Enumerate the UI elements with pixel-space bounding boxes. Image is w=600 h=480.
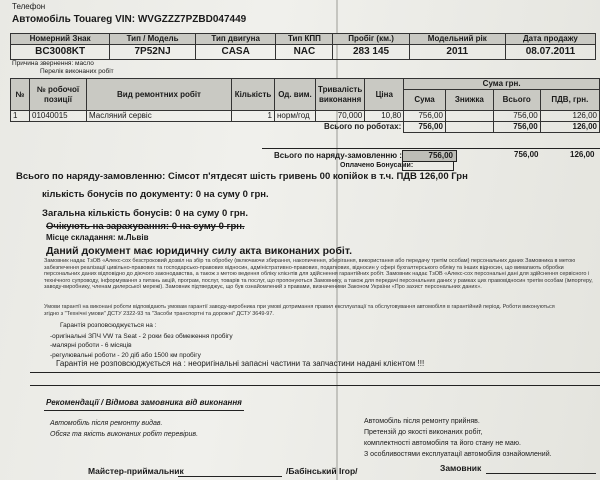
works-total-label: Всього по роботах: xyxy=(324,122,402,132)
car-header-year: Модельний рік xyxy=(409,34,505,45)
works-label: Перелік виконаних робіт xyxy=(40,68,114,75)
works-total-vat: 126,00 xyxy=(540,122,599,133)
works-header-unit: Од. вим. xyxy=(275,79,316,111)
warranty-item-adjust: -регулювальні роботи - 20 діб або 1500 км пробігу xyxy=(50,352,201,359)
works-total-total: 756,00 xyxy=(493,122,540,133)
works-header-sum-group: Сума грн. xyxy=(404,79,600,90)
handover-line-1: Автомобіль після ремонту видав. xyxy=(50,420,163,427)
works-header-sum: Сума xyxy=(404,90,446,111)
master-name: /Бабінський Ігор/ xyxy=(286,466,358,476)
summary-text: Всього по наряду-замовленню: Сімсот п'ятдесят шість гривень 00 копійок в т.ч. ПДВ 126,00 Грн xyxy=(16,171,468,182)
paper-fold xyxy=(336,0,338,480)
car-value-engine: CASA xyxy=(195,45,275,60)
car-header-engine: Тип двигуна xyxy=(195,34,275,45)
car-title: Автомобіль Touareg VIN: WVGZZZ7PZBD047449 xyxy=(12,14,247,25)
works-header-vat: ПДВ, грн. xyxy=(540,90,599,111)
works-row xyxy=(11,111,600,122)
order-total-vat: 126,00 xyxy=(570,150,595,159)
separator-line-2 xyxy=(30,385,600,386)
car-value-mileage: 283 145 xyxy=(333,45,409,60)
handover-line-2: Обсяг та якість виконаних робіт перевірив. xyxy=(50,431,199,438)
car-value-gearbox: NAC xyxy=(276,45,333,60)
car-header-mileage: Пробіг (км.) xyxy=(333,34,409,45)
works-cell-vat: 126,00 xyxy=(540,111,599,122)
works-header-duration: Тривалість виконання xyxy=(316,79,365,111)
works-header-row1 xyxy=(11,79,600,90)
car-value-year: 2011 xyxy=(409,45,505,60)
works-header-num: № xyxy=(11,79,30,111)
car-header-gearbox: Тип КПП xyxy=(276,34,333,45)
works-total-discount xyxy=(445,122,493,133)
acceptance-line-1: Автомобіль після ремонту прийняв. xyxy=(364,418,480,425)
works-header-total: Всього xyxy=(493,90,540,111)
works-header-price: Ціна xyxy=(365,79,404,111)
phone-label: Телефон xyxy=(12,2,46,11)
separator-line-1 xyxy=(30,372,600,373)
warranty-item-paint: -малярні роботи - 6 місяців xyxy=(50,342,132,349)
car-info-table xyxy=(10,33,596,60)
order-total-total: 756,00 xyxy=(514,150,539,159)
customer-label: Замовник xyxy=(440,463,482,473)
works-cell-name: Масляний сервіс xyxy=(87,111,232,122)
consent-text: Замовник надає ТзОВ «Алекс-сох безстроковий дозвіл на збір та обробку (включаючи збирання, накопичення, зберігання, використання або передачу третім особам) персональних даних Замовника в метою забезпечення реалізації цивільно-правових та господарсько-правових відносин, адміністративно-правових, податкових, відносин у сфері бухгалтерського обліку та інших відносин, що вимагають обробки персональних даних відповідно до діючого законодавства, а також з метою ведення обліку клієнтів для здійснення гарантійних робіт. Замовник надає ТзОВ «Алекс-сох персональні дані для здійснення сервісного і технічного супроводу, інформування з питань акцій, програм, послуг, товарів та послуг, що пропонуються Замовнику, а також для передачі персональних даних у рамках цих правовідносин третім особам (імпортеру, заводу-виробнику, членам дилерської мережі). Замовник підтверджує, що був ознайомлений з правами, визначеними Законом України «Про захист персональних даних». xyxy=(44,258,593,290)
acceptance-line-3: комплектності автомобіля та його стану не маю. xyxy=(364,440,521,447)
legal-power-text: Даний документ має юридичну силу акта виконаних робіт. xyxy=(46,245,352,257)
works-header-qty: Кількість xyxy=(232,79,275,111)
works-table xyxy=(10,78,600,133)
car-value-plate: BC3008KT xyxy=(11,45,110,60)
works-header-discount: Знижка xyxy=(445,90,493,111)
warranty-exclusion: Гарантія не розповсюджується на : неоригінальні запасні частини та запчастини надані клієнтом !!! xyxy=(56,359,425,368)
car-info-header xyxy=(11,34,596,45)
works-cell-discount xyxy=(445,111,493,122)
warranty-item-parts: -оригінальні ЗПЧ VW та Seat - 2 роки без обмеження пробігу xyxy=(50,333,233,340)
car-header-sale-date: Дата продажу xyxy=(505,34,595,45)
works-cell-code: 01040015 xyxy=(30,111,87,122)
car-info-values xyxy=(11,45,596,60)
works-header-code: № робочої позиції xyxy=(30,79,87,111)
works-total-row xyxy=(11,122,600,133)
master-label: Майстер-приймальник xyxy=(88,466,184,476)
master-signature-line xyxy=(178,476,282,477)
paid-bonus-value xyxy=(402,161,454,171)
works-cell-num: 1 xyxy=(11,111,30,122)
bonus-expected: Очікують на зарахування: 0 на суму 0 грн. xyxy=(46,221,245,232)
works-cell-unit: норм/год xyxy=(275,111,316,122)
works-cell-duration: 70,000 xyxy=(316,111,365,122)
works-cell-qty: 1 xyxy=(232,111,275,122)
paid-bonus-label: Оплачено Бонусами: xyxy=(340,162,414,169)
car-header-plate: Номерний Знак xyxy=(11,34,110,45)
works-total-sum: 756,00 xyxy=(404,122,446,133)
car-value-sale-date: 08.07.2011 xyxy=(505,45,595,60)
works-header-name: Вид ремонтних робіт xyxy=(87,79,232,111)
works-cell-sum: 756,00 xyxy=(404,111,446,122)
acceptance-line-2: Претензій до якості виконаних робіт, xyxy=(364,429,483,436)
warranty-heading: Гарантія розповсюджується на : xyxy=(60,322,157,329)
bonus-total: Загальна кількість бонусів: 0 на суму 0 грн. xyxy=(42,208,249,219)
bonus-doc: кількість бонусів по документу: 0 на суму 0 грн. xyxy=(42,189,269,200)
place-label: Місце складання: м.Львів xyxy=(46,233,149,242)
car-value-model: 7P52NJ xyxy=(110,45,196,60)
order-total-label: Всього по наряду-замовленню : xyxy=(274,151,402,160)
recommend-underline xyxy=(44,410,244,411)
car-header-model: Тип / Модель xyxy=(110,34,196,45)
warranty-conditions: Умови гарантії на виконані роботи відповідають умовам гарантії заводу-виробника при умові дотримання правил експлуатації та обслуговування автомобіля в гарантійний період. Роботи виконуються згідно з "Технічні умови" ДСТУ 2322-93 та "Засоби транспортні та дорожні" ДСТУ 3649-97. xyxy=(44,304,555,317)
order-total-sum: 756,00 xyxy=(402,150,457,162)
acceptance-line-4: З особливостями експлуатації автомобіля ознайомлений. xyxy=(364,451,552,458)
reason-label: Причина звернення: масло xyxy=(12,60,94,67)
works-cell-price: 10,80 xyxy=(365,111,404,122)
works-cell-total: 756,00 xyxy=(493,111,540,122)
order-total-rule xyxy=(262,148,600,149)
recommend-label: Рекомендації / Відмова замовника від виконання xyxy=(46,398,242,407)
customer-signature-line xyxy=(486,473,596,474)
